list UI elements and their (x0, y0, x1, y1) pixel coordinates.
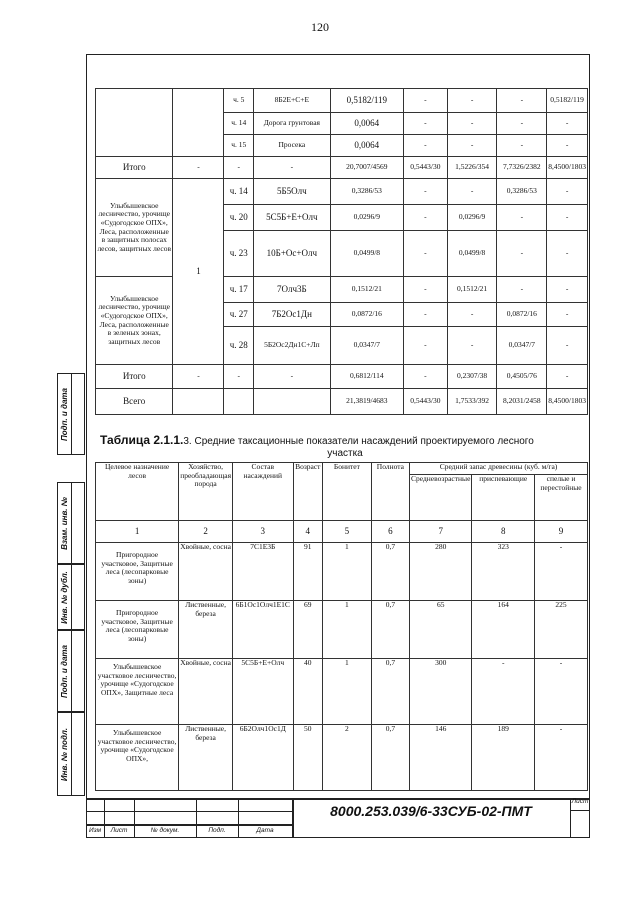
table-cell: 0,1512/21 (330, 277, 403, 303)
table-cell: - (497, 231, 547, 277)
table-cell: - (547, 277, 588, 303)
table-header: спелые и перестойные (534, 475, 587, 521)
table-cell: Пригородное участковое, Защитные леса (лесопарковые зоны) (96, 601, 179, 659)
table-header: Состав насаждений (233, 463, 294, 521)
table-cell: 0,7 (371, 543, 409, 601)
table-row (96, 601, 588, 659)
table-cell: - (447, 113, 497, 135)
table-cell: 0,7 (371, 601, 409, 659)
table-cell: - (547, 365, 588, 389)
table-cell: 0,3286/53 (497, 179, 547, 205)
table-cell: 0,3286/53 (330, 179, 403, 205)
table-cell: Улыбышевское лесничество, урочище «Судогодское ОПХ», Леса, расположенные в защитных полосах лесов, защитных лесов (96, 179, 173, 277)
table-header: Хозяйство, преобладающая порода (179, 463, 233, 521)
table-cell: Итого (96, 157, 173, 179)
table-cell: - (547, 205, 588, 231)
table-cell: 5 (323, 521, 372, 543)
table-row (96, 179, 588, 205)
table-cell: Дорога грунтовая (254, 113, 331, 135)
table-cell: 0,5443/30 (403, 157, 447, 179)
table-cell: 50 (293, 725, 322, 791)
table-cell: 0,0296/9 (447, 205, 497, 231)
table-row (96, 157, 588, 179)
table-cell: 5Б5Олч (254, 179, 331, 205)
table-cell: 10Б+Ос+Олч (254, 231, 331, 277)
table-cell: Улыбышевское лесничество, урочище «Судогодское ОПХ», Леса, расположенные в зеленых зонах, защитных лесов (96, 277, 173, 365)
table2-title (100, 434, 590, 459)
table-cell: 8,2031/2458 (497, 389, 547, 415)
table-cell: ч. 17 (224, 277, 254, 303)
table-cell: 164 (472, 601, 535, 659)
table-cell: 9 (534, 521, 587, 543)
table-cell: - (254, 157, 331, 179)
table-cell: - (403, 327, 447, 365)
table-header: приспевающие (472, 475, 535, 521)
table-cell: 40 (293, 659, 322, 725)
table-header: Бонитет (323, 463, 372, 521)
table-header: Средний запас древесины (куб. м/га) (410, 463, 588, 475)
table-cell: Улыбышевское участковое лесничество, урочище «Судогодское ОПХ», Защитные леса (96, 659, 179, 725)
table-cell: - (403, 179, 447, 205)
table-cell: 0,5182/119 (330, 89, 403, 113)
table-cell: 1 (323, 601, 372, 659)
table-cell: 0,5443/30 (403, 389, 447, 415)
table-cell: - (403, 231, 447, 277)
page-number: 120 (311, 20, 329, 34)
table-cell: 0,2307/38 (447, 365, 497, 389)
table-cell: - (547, 179, 588, 205)
table-cell: - (534, 543, 587, 601)
table-cell: - (497, 113, 547, 135)
caption-sign: Подп. (208, 827, 226, 834)
side-stamp-4 (57, 630, 85, 712)
table-cell: 4 (293, 521, 322, 543)
table-cell: 91 (293, 543, 322, 601)
side-stamp-3 (57, 564, 85, 630)
table-cell: 1 (96, 521, 179, 543)
table-cell: 2 (323, 725, 372, 791)
table-cell: 0,0064 (330, 113, 403, 135)
table-cell: 1 (173, 179, 224, 365)
table-cell (254, 389, 331, 415)
table-row (96, 521, 588, 543)
table-cell: ч. 28 (224, 327, 254, 365)
table-cell: 6Б1Ос1Олч1Е1С (233, 601, 294, 659)
table-cell: 21,3819/4683 (330, 389, 403, 415)
table-cell: 146 (410, 725, 472, 791)
table-header: Полнота (371, 463, 409, 521)
table-header: Средневозрастные (410, 475, 472, 521)
table-cell: 189 (472, 725, 535, 791)
table-cell: 0,4505/76 (497, 365, 547, 389)
table-cell (173, 89, 224, 157)
table-cell: - (403, 365, 447, 389)
table-cell: 0,7 (371, 659, 409, 725)
table-cell: 3 (233, 521, 294, 543)
table-cell: 1,7533/392 (447, 389, 497, 415)
table-cell: 0,0499/8 (447, 231, 497, 277)
table-cell: 2 (179, 521, 233, 543)
table-cell (96, 89, 173, 157)
table-cell: 1 (323, 543, 372, 601)
table-cell: 0,0064 (330, 135, 403, 157)
table-cell: - (254, 365, 331, 389)
table-cell: - (534, 725, 587, 791)
table-cell (224, 389, 254, 415)
table-cell: Пригородное участковое, Защитные леса (лесопарковые зоны) (96, 543, 179, 601)
table2-title-line2: участка (327, 447, 363, 459)
table-cell: - (224, 157, 254, 179)
table-row (96, 543, 588, 601)
table-cell: - (403, 303, 447, 327)
sheet-label: Лист (571, 798, 589, 805)
table-cell: - (447, 135, 497, 157)
taxation-table (95, 462, 588, 791)
table-cell: - (224, 365, 254, 389)
table-cell: Лиственные, береза (179, 601, 233, 659)
table-cell: 8Б2Е+С+Е (254, 89, 331, 113)
table-cell: 7Б2Ос1Дн (254, 303, 331, 327)
table-cell: - (547, 135, 588, 157)
table-cell: 0,5182/119 (547, 89, 588, 113)
table-cell: - (547, 231, 588, 277)
table-cell: 7С1Е3Б (233, 543, 294, 601)
side-stamp-2 (57, 482, 85, 564)
table-cell: 5С5Б+Е+Олч (233, 659, 294, 725)
table-cell: 6 (371, 521, 409, 543)
table-cell: - (497, 205, 547, 231)
table-cell: Всего (96, 389, 173, 415)
table-cell: 8,4500/1803 (547, 157, 588, 179)
table-cell: - (497, 89, 547, 113)
table-cell: - (534, 659, 587, 725)
table-row (96, 725, 588, 791)
table-row (96, 659, 588, 725)
table-cell: - (403, 135, 447, 157)
table-cell: - (403, 113, 447, 135)
table-cell: 280 (410, 543, 472, 601)
table-cell: - (547, 303, 588, 327)
table-cell: 225 (534, 601, 587, 659)
allotment-table (95, 88, 588, 415)
table-cell: ч. 14 (224, 113, 254, 135)
table-cell: ч. 5 (224, 89, 254, 113)
table-row (96, 277, 588, 303)
table-cell: ч. 23 (224, 231, 254, 277)
table-cell: - (403, 277, 447, 303)
table-cell: - (472, 659, 535, 725)
table-cell: ч. 20 (224, 205, 254, 231)
document-code: 8000.253.039/6-33СУБ-02-ПМТ (330, 803, 532, 819)
table-cell: 20,7007/4569 (330, 157, 403, 179)
side-stamp-label: Подп. и дата (60, 387, 70, 441)
table-cell: 8 (472, 521, 535, 543)
table-cell: 0,6812/114 (330, 365, 403, 389)
table-cell: 7Олч3Б (254, 277, 331, 303)
table-cell: Итого (96, 365, 173, 389)
table-cell: - (497, 277, 547, 303)
table-cell: 69 (293, 601, 322, 659)
table-cell: - (173, 365, 224, 389)
table-cell: - (403, 205, 447, 231)
table-cell: Улыбышевское участковое лесничество, урочище «Судогодское ОПХ», (96, 725, 179, 791)
side-stamp-label: Инв. № дубл. (60, 570, 70, 624)
table-cell: 7,7326/2382 (497, 157, 547, 179)
side-stamp-label: Взам. инв. № (60, 496, 69, 550)
table-cell: 65 (410, 601, 472, 659)
table-row (96, 463, 588, 475)
caption-doc: № докум. (150, 827, 180, 834)
table-cell: - (547, 113, 588, 135)
side-stamp-5 (57, 712, 85, 796)
table-cell (173, 389, 224, 415)
title-block (86, 798, 590, 838)
table2-title-text: 3. Средние таксационные показатели насаждений проектируемого лесного (183, 436, 534, 447)
table-cell: ч. 27 (224, 303, 254, 327)
table-cell: - (173, 157, 224, 179)
table-header: Целевое назначение лесов (96, 463, 179, 521)
table-cell: 0,0872/16 (330, 303, 403, 327)
caption-izm: Изм (88, 827, 102, 834)
side-stamp-label: Подп. и дата (60, 644, 70, 698)
table-row (96, 89, 588, 113)
table-cell: 0,0347/7 (330, 327, 403, 365)
caption-list: Лист (110, 827, 128, 834)
table-row (96, 365, 588, 389)
table-cell: - (447, 327, 497, 365)
table-cell: 0,0872/16 (497, 303, 547, 327)
side-stamp-label: Инв. № подл. (60, 727, 70, 781)
table-cell: ч. 14 (224, 179, 254, 205)
table-cell: 5Б2Ос2Дн1С+Лп (254, 327, 331, 365)
table-cell: 0,0499/8 (330, 231, 403, 277)
table-cell: - (447, 89, 497, 113)
table-cell: 1,5226/354 (447, 157, 497, 179)
table-cell: ч. 15 (224, 135, 254, 157)
table-cell: 5С5Б+Е+Олч (254, 205, 331, 231)
table-row (96, 389, 588, 415)
table-cell: - (547, 327, 588, 365)
table-cell: 300 (410, 659, 472, 725)
side-stamp-1 (57, 373, 85, 455)
table-cell: Просека (254, 135, 331, 157)
table-cell: - (403, 89, 447, 113)
table-cell: 0,0296/9 (330, 205, 403, 231)
table-cell: Хвойные, сосна (179, 543, 233, 601)
table-cell: Хвойные, сосна (179, 659, 233, 725)
table-cell: 8,4500/1803 (547, 389, 588, 415)
table-cell: - (447, 179, 497, 205)
table-cell: 323 (472, 543, 535, 601)
caption-date: Дата (256, 827, 274, 834)
table2-title-number: Таблица 2.1.1. (100, 433, 184, 447)
table-cell: - (497, 135, 547, 157)
table-cell: 0,7 (371, 725, 409, 791)
table-cell: Лиственные, береза (179, 725, 233, 791)
table-cell: 0,1512/21 (447, 277, 497, 303)
table-cell: 1 (323, 659, 372, 725)
table-cell: 0,0347/7 (497, 327, 547, 365)
table-cell: 7 (410, 521, 472, 543)
table-header: Возраст (293, 463, 322, 521)
table-cell: 6Б2Олч1Ос1Д (233, 725, 294, 791)
table-cell: - (447, 303, 497, 327)
